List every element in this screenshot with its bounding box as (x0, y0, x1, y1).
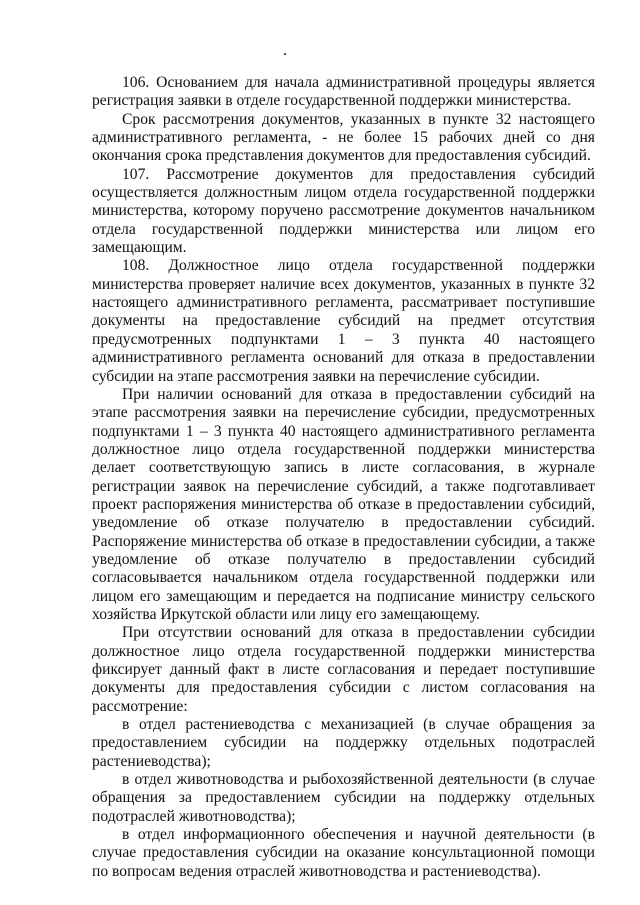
paragraph-no-refusal-grounds: При отсутствии оснований для отказа в предоставлении субсидии должностное лицо отдела государственной поддержки министерства фиксирует данный факт в листе согласования и передает поступившие документы для предоставления субсидии с листом согласования на рассмотрение: (92, 624, 595, 715)
document-body (92, 74, 595, 881)
paragraph-refusal-grounds: При наличии оснований для отказа в предоставлении субсидий на этапе рассмотрения заявки на перечисление субсидии, предусмотренных подпунктами 1 – 3 пункта 40 настоящего административного регламента должностное лицо отдела государственной поддержки министерства делает соответствующую запись в листе согласования, в журнале регистрации заявок на перечисление субсидий, а также подготавливает проект распоряжения министерства об отказе в предоставлении субсидий, уведомление об отказе получателю в предоставлении субсидий. Распоряжение министерства об отказе в предоставлении субсидии, а также уведомление об отказе получателю в предоставлении субсидий согласовывается начальником отдела государственной поддержки или лицом его замещающим и передается на подписание министру сельского хозяйства Иркутской области или лицу его замещающему. (92, 385, 595, 623)
scan-dot (284, 53, 286, 55)
paragraph-106: 106. Основанием для начала административной процедуры является регистрация заявки в отделе государственной поддержки министерства. (92, 74, 595, 110)
list-item-livestock-department: в отдел животноводства и рыбохозяйственной деятельности (в случае обращения за предоставлением субсидии на поддержку отдельных подотраслей животноводства); (92, 771, 595, 825)
list-item-information-department: в отдел информационного обеспечения и научной деятельности (в случае предоставления субсидии на оказание консультационной помощи по вопросам ведения отраслей животноводства и растениеводства). (92, 826, 595, 880)
list-item-crop-department: в отдел растениеводства с механизацией (в случае обращения за предоставлением субсидии на поддержку отдельных подотраслей растениеводства); (92, 716, 595, 770)
paragraph-108: 108. Должностное лицо отдела государственной поддержки министерства проверяет наличие всех документов, указанных в пункте 32 настоящего административного регламента, рассматривает поступившие документы на предоставление субсидий на предмет отсутствия предусмотренных подпунктами 1 – 3 пункта 40 настоящего административного регламента оснований для отказа в предоставлении субсидии на этапе рассмотрения заявки на перечисление субсидии. (92, 257, 595, 385)
paragraph-review-period: Срок рассмотрения документов, указанных в пункте 32 настоящего административного регламента, - не более 15 рабочих дней со дня окончания срока представления документов для предоставления субсидий. (92, 110, 595, 165)
paragraph-107: 107. Рассмотрение документов для предоставления субсидий осуществляется должностным лицом отдела государственной поддержки министерства, которому поручено рассмотрение документов начальником отдела государственной поддержки министерства или лицом его замещающим. (92, 165, 595, 257)
